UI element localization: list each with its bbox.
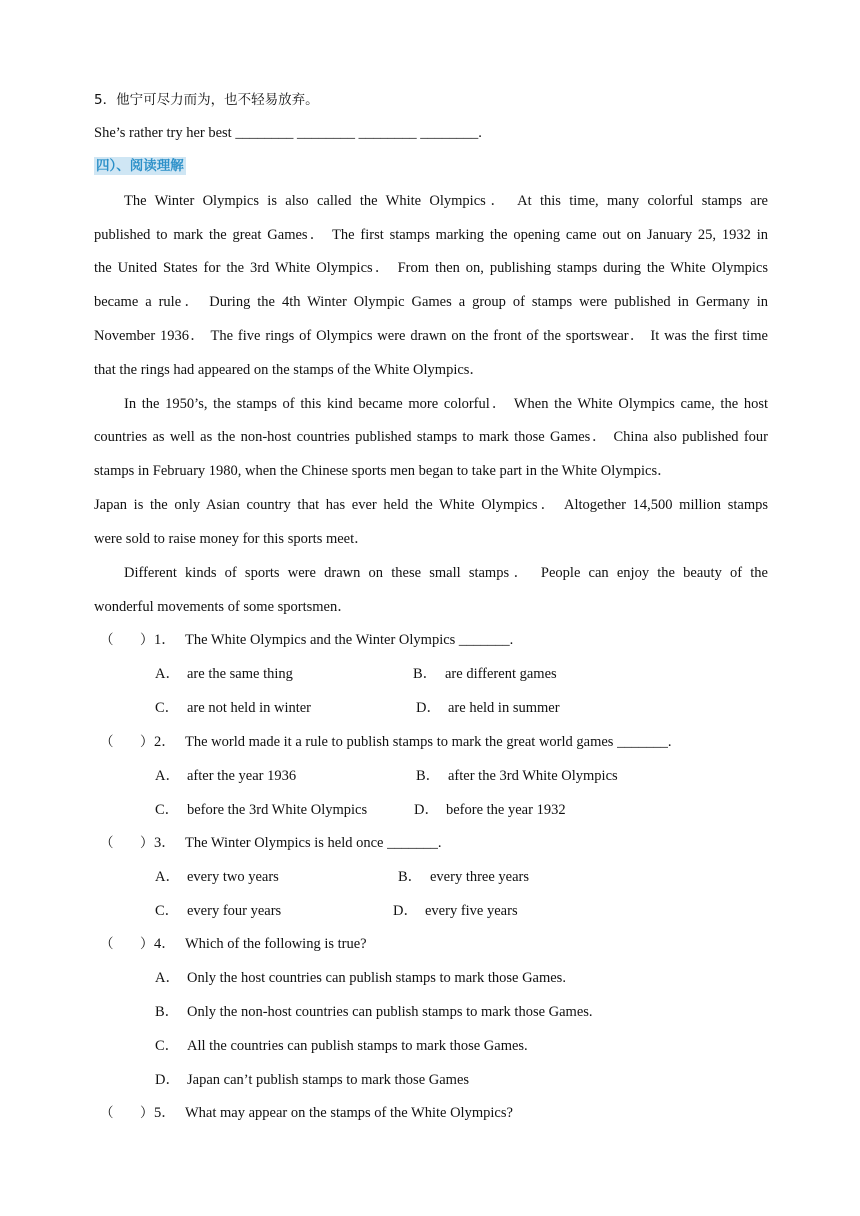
question-stem: The White Olympics and the Winter Olympics _______. <box>185 632 514 648</box>
passage-line: Different kinds of sports were drawn on these small stamps． People can enjoy the beauty of the <box>124 565 768 581</box>
option-c: C． All the countries can publish stamps to mark those Games. <box>155 1038 528 1054</box>
passage-line: the United States for the 3rd White Olympics． From then on, publishing stamps during the White Olympics <box>94 260 768 276</box>
question-number: 1． <box>154 632 176 648</box>
passage-line: countries as well as the non-host countries published stamps to mark those Games． China also published four <box>94 429 768 445</box>
passage-line: Japan is the only Asian country that has ever held the White Olympics． Altogether 14,500 million stamps <box>94 497 768 513</box>
question-number: 3． <box>154 835 176 851</box>
passage-line: published to mark the great Games． The first stamps marking the opening came out on January 25, 1932 in <box>94 227 768 243</box>
passage-line: stamps in February 1980, when the Chinese sports men began to take part in the White Olympics． <box>94 463 672 479</box>
option-b: B． after the 3rd White Olympics <box>416 768 618 784</box>
question-stem: The world made it a rule to publish stamps to mark the great world games _______. <box>185 734 672 750</box>
answer-paren-right: ） <box>140 936 154 952</box>
option-c: C． are not held in winter <box>155 700 312 716</box>
answer-paren-left: （ <box>100 734 114 750</box>
question-number: 5． <box>154 1105 176 1121</box>
option-d: D． are held in summer <box>416 700 560 716</box>
translation-answer-line: She’s rather try her best ________ ________ ________ ________. <box>94 125 482 141</box>
question-stem: What may appear on the stamps of the White Olympics? <box>185 1105 513 1121</box>
option-d: D． Japan can’t publish stamps to mark those Games <box>155 1072 470 1088</box>
option-a: A． Only the host countries can publish stamps to mark those Games. <box>155 970 566 986</box>
answer-paren-right: ） <box>140 632 154 648</box>
option-c: C． every four years <box>155 903 282 919</box>
question-stem: Which of the following is true? <box>185 936 367 952</box>
option-d: D． before the year 1932 <box>414 802 566 818</box>
option-a: A． after the year 1936 <box>155 768 297 784</box>
question-number: 2． <box>154 734 176 750</box>
question-stem: The Winter Olympics is held once _______. <box>185 835 442 851</box>
answer-paren-left: （ <box>100 632 114 648</box>
option-d: D． every five years <box>393 903 518 919</box>
passage-line: became a rule． During the 4th Winter Olympic Games a group of stamps were published in Germany in <box>94 294 768 310</box>
option-a: A． are the same thing <box>155 666 293 682</box>
answer-paren-right: ） <box>140 1105 154 1121</box>
option-c: C． before the 3rd White Olympics <box>155 802 368 818</box>
answer-paren-left: （ <box>100 835 114 851</box>
section-heading <box>94 156 186 176</box>
passage-line: that the rings had appeared on the stamps of the White Olympics． <box>94 362 484 378</box>
option-a: A． every two years <box>155 869 279 885</box>
passage-line: were sold to raise money for this sports meet． <box>94 531 369 547</box>
option-b: B． Only the non-host countries can publish stamps to mark those Games. <box>155 1004 593 1020</box>
passage-line: In the 1950’s, the stamps of this kind became more colorful． When the White Olympics came, the host <box>124 396 768 412</box>
passage-line: wonderful movements of some sportsmen． <box>94 599 352 615</box>
option-b: B． every three years <box>398 869 530 885</box>
section-heading-label: 四）、阅读理解 <box>96 158 184 174</box>
answer-paren-right: ） <box>140 734 154 750</box>
answer-paren-left: （ <box>100 936 114 952</box>
translation-prompt: 5．他宁可尽力而为，也不轻易放弃。 <box>94 92 319 108</box>
question-number: 4． <box>154 936 176 952</box>
answer-paren-right: ） <box>140 835 154 851</box>
passage-line: November 1936． The five rings of Olympics were drawn on the front of the sportswear． It was the first time <box>94 328 768 344</box>
answer-paren-left: （ <box>100 1105 114 1121</box>
passage-line: The Winter Olympics is also called the White Olympics． At this time, many colorful stamps are <box>124 193 768 209</box>
option-b: B． are different games <box>413 666 557 682</box>
